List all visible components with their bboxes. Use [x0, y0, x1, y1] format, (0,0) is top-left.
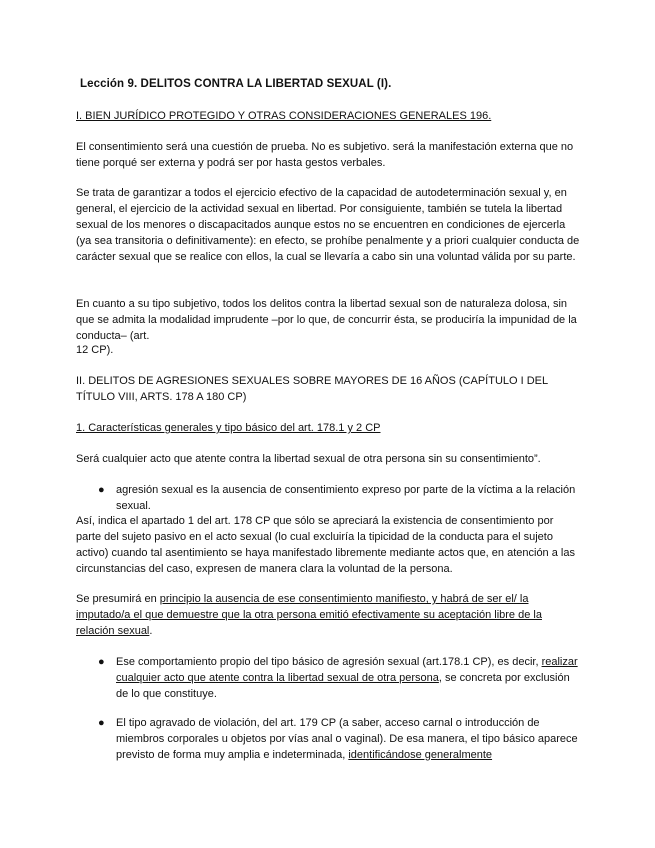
bullet-3-underlined: identificándose generalmente [348, 749, 493, 761]
bullet-2-underlined: realizar cualquier acto que atente contra la libertad sexual de otra persona [116, 656, 578, 684]
bullet-item-2 [116, 654, 581, 702]
bullet-marker: ● [98, 484, 105, 496]
paragraph-3-end: . [149, 625, 153, 637]
bullet-marker: ● [98, 656, 105, 668]
section-2-paragraph-2: Así, indica el apartado 1 del art. 178 CP que sólo se apreciará la existencia de consentimiento por parte del sujeto pasivo en el acto sexual (lo cual excluiría la tipicidad de la conducta para el sujeto activo) cuando tal asentimiento se haya manifestado libremente mediante actos que, en atención a las circunstancias del caso, expresen de manera clara la voluntad de la persona. [76, 515, 575, 575]
bullet-2-text: Ese comportamiento propio del tipo básico de agresión sexual (art.178.1 CP), es decir, [116, 656, 542, 668]
bullet-item-3 [116, 715, 581, 763]
bullet-marker: ● [98, 717, 105, 729]
bullet-3-text: El tipo agravado de violación, del art. 179 CP (a saber, acceso carnal o introducción de miembros corporales u objetos por vías anal o vaginal). De esa manera, el tipo básico aparece previsto de forma muy amplia e indeterminada, [116, 717, 578, 761]
lesson-title: Lección 9. DELITOS CONTRA LA LIBERTAD SEXUAL (I). [80, 78, 392, 90]
section-2-paragraph-1: Será cualquier acto que atente contra la libertad sexual de otra persona sin su consentimiento”. [76, 453, 541, 465]
bullet-item-1: agresión sexual es la ausencia de consentimiento expreso por parte de la víctima a la relación sexual. [116, 484, 576, 512]
section-2-heading: II. DELITOS DE AGRESIONES SEXUALES SOBRE MAYORES DE 16 AÑOS (CAPÍTULO I DEL TÍTULO VIII, ARTS. 178 A 180 CP) [76, 375, 548, 403]
paragraph-3-underlined: principio la ausencia de ese consentimiento manifiesto, y habrá de ser el/ la imputado/a el que demuestre que la otra persona emitió efectivamente su aceptación libre de la relación sexual [76, 593, 542, 637]
section-1-paragraph-3: En cuanto a su tipo subjetivo, todos los delitos contra la libertad sexual son de naturaleza dolosa, sin que se admita la modalidad imprudente –por lo que, de concurrir ésta, se produciría la impunidad de la conducta– (art. [76, 298, 577, 342]
section-1-paragraph-1: El consentimiento será una cuestión de prueba. No es subjetivo. será la manifestación externa que no tiene porqué ser externa y podrá ser por hasta gestos verbales. [76, 141, 574, 169]
section-1-heading: I. BIEN JURÍDICO PROTEGIDO Y OTRAS CONSIDERACIONES GENERALES 196. [76, 110, 492, 122]
bullet-2-end: , se concreta por exclusión de lo que constituye. [116, 672, 570, 700]
subsection-1-heading: 1. Características generales y tipo básico del art. 178.1 y 2 CP [76, 422, 381, 434]
section-1-paragraph-2: Se trata de garantizar a todos el ejercicio efectivo de la capacidad de autodeterminación sexual y, en general, el ejercicio de la actividad sexual en libertad. Por consiguiente, también se tutela la libertad sexual de los menores o discapacitados aunque estos no se encuentren en condiciones de ejercerla (ya sea transitoria o definitivamente): en efecto, se prohíbe penalmente y a priori cualquier conducta de carácter sexual que se realice con ellos, la cual se llevaría a cabo sin una voluntad válida por su parte. [76, 187, 580, 263]
section-2-paragraph-3 [76, 591, 581, 639]
section-1-paragraph-3-end: 12 CP). [76, 344, 114, 356]
paragraph-3-text: Se presumirá en [76, 593, 160, 605]
